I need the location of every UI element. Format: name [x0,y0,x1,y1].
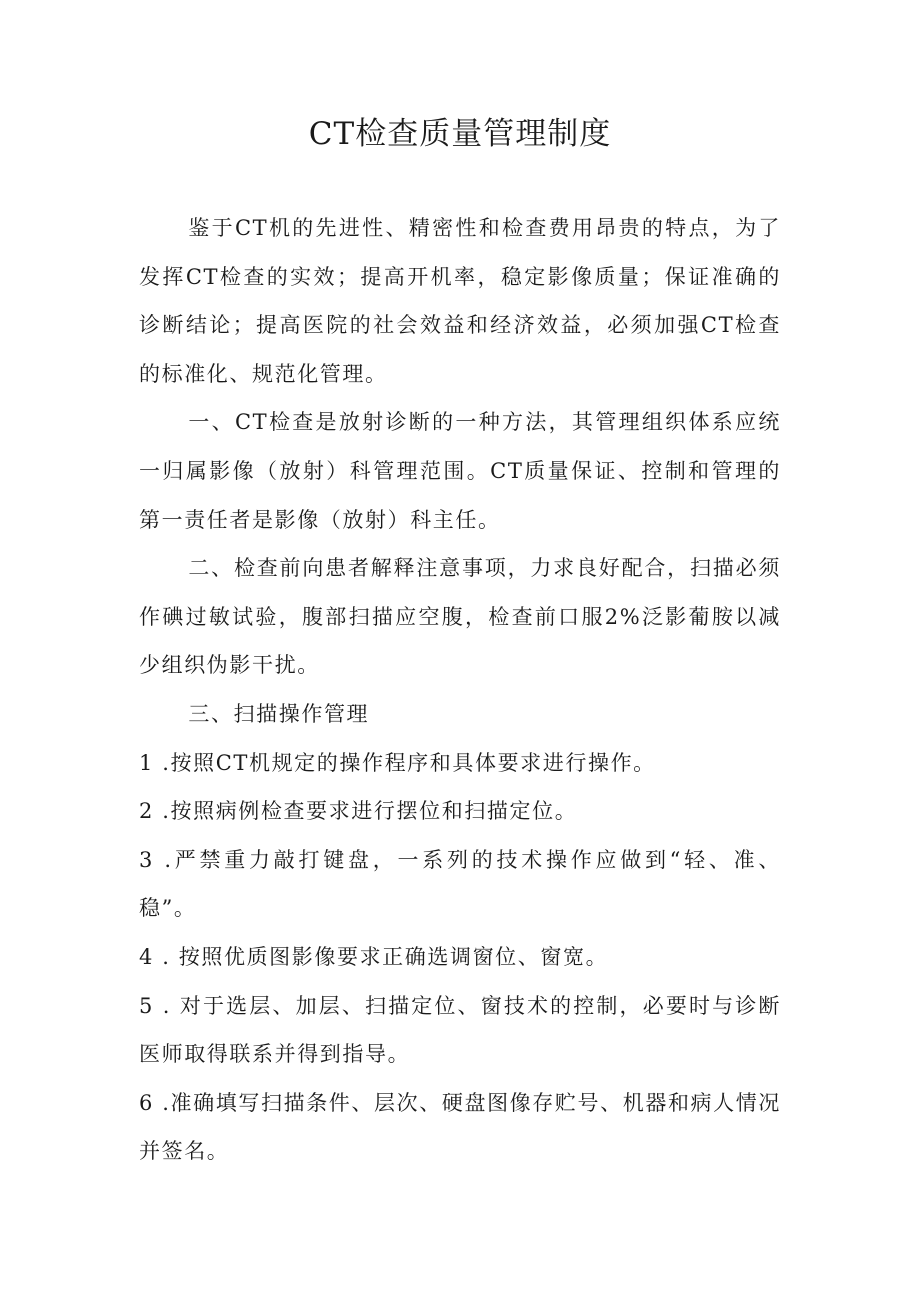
list-item-4: 4 . 按照优质图影像要求正确选调窗位、窗宽。 [139,944,609,969]
list-item-1: 1 .按照CT机规定的操作程序和具体要求进行操作。 [139,750,656,775]
list-item-3: 3 .严禁重力敲打键盘，一系列的技术操作应做到“轻、准、稳”。 [139,847,781,921]
list-item-6: 6 .准确填写扫描条件、层次、硬盘图像存贮号、机器和病人情况并签名。 [139,1090,781,1164]
list-item-5: 5 . 对于选层、加层、扫描定位、窗技术的控制，必要时与诊断医师取得联系并得到指导。 [139,993,781,1067]
intro-paragraph: 鉴于CT机的先进性、精密性和检查费用昂贵的特点，为了发挥CT检查的实效；提高开机率，稳定影像质量；保证准确的诊断结论；提高医院的社会效益和经济效益，必须加强CT检查的标准化、规范化管理。 [139,216,781,386]
list-item-2: 2 .按照病例检查要求进行摆位和扫描定位。 [139,799,578,824]
document-title: CT检查质量管理制度 [308,116,612,152]
document-body [139,204,781,1176]
section-two-paragraph: 二、检查前向患者解释注意事项，力求良好配合，扫描必须作碘过敏试验，腹部扫描应空腹，检查前口服2%泛影葡胺以减少组织伪影干扰。 [139,556,781,678]
section-three-heading: 三、扫描操作管理 [188,701,370,726]
section-one-paragraph: 一、CT检查是放射诊断的一种方法，其管理组织体系应统一归属影像（放射）科管理范围。CT质量保证、控制和管理的第一责任者是影像（放射）科主任。 [139,410,781,532]
